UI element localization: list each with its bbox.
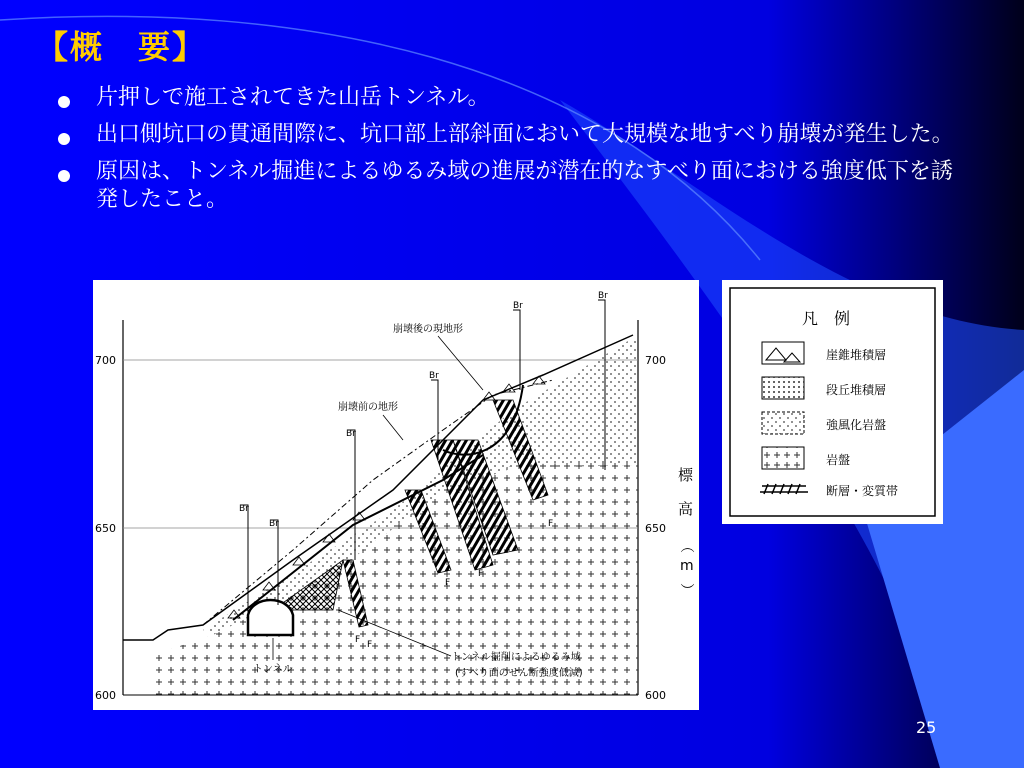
elevation-tick-label: 600	[645, 689, 666, 702]
bullet-text: 片押しで施工されてきた山岳トンネル。	[96, 85, 490, 110]
borehole-label: Br	[429, 371, 439, 381]
fault-label: F	[355, 635, 361, 645]
elevation-tick-label: 600	[95, 689, 116, 702]
bullet-text: 出口側坑口の貫通間際に、坑口部上部斜面において大規模な地すべり崩壊が発生した。	[96, 122, 954, 147]
elevation-tick-label: 700	[95, 354, 116, 367]
borehole-label: Br	[598, 291, 608, 301]
annotation-loosened-zone: トンネル掘削によるゆるみ域	[451, 652, 581, 663]
bullet-item	[58, 158, 958, 214]
borehole-label: Br	[269, 519, 279, 529]
bullet-item	[58, 121, 958, 149]
elevation-tick-label: 650	[95, 522, 116, 535]
fault-label: F	[478, 569, 484, 579]
slide-title: 【概 要】	[36, 28, 207, 66]
bullet-item	[58, 84, 958, 112]
legend	[722, 280, 943, 524]
legend-item-label: 強風化岩盤	[826, 418, 887, 432]
elevation-tick-label: 700	[645, 354, 666, 367]
fault-label: F	[367, 640, 373, 650]
fault-zone-symbol-icon	[760, 484, 808, 494]
axis-label-char: 高	[678, 500, 694, 518]
bullet-dot-icon	[58, 133, 70, 145]
borehole-label: Br	[513, 301, 523, 311]
axis-label-char: （	[678, 539, 694, 553]
page-number: 25	[916, 718, 937, 737]
axis-label-char: m	[680, 558, 694, 574]
axis-label-char: 標	[678, 466, 694, 484]
annotation-tunnel: トンネル	[253, 664, 293, 675]
bullet-dot-icon	[58, 96, 70, 108]
annotation-after-collapse: 崩壊後の現地形	[393, 324, 463, 335]
bullet-list	[58, 84, 958, 223]
annotation-before-collapse: 崩壊前の地形	[338, 402, 398, 413]
fault-label: F	[548, 519, 554, 529]
geologic-cross-section	[93, 280, 699, 710]
fault-label: F	[445, 578, 451, 588]
bullet-dot-icon	[58, 170, 70, 182]
elevation-tick-label: 650	[645, 522, 666, 535]
legend-item-label: 岩盤	[826, 453, 851, 467]
legend-item-label: 崖錐堆積層	[826, 348, 887, 362]
bullet-text: 原因は、トンネル掘進によるゆるみ域の進展が潜在的なすべり面における強度低下を誘発したこと。	[96, 159, 953, 212]
axis-label-char: ）	[678, 583, 694, 597]
borehole-label: Br	[346, 429, 356, 439]
borehole-label: Br	[239, 504, 249, 514]
annotation-loosened-zone-note: (すべり面のせん断強度低減)	[455, 668, 583, 679]
legend-item-label: 段丘堆積層	[826, 383, 887, 397]
legend-title: 凡 例	[802, 309, 851, 328]
legend-item-label: 断層・変質帯	[826, 484, 899, 498]
